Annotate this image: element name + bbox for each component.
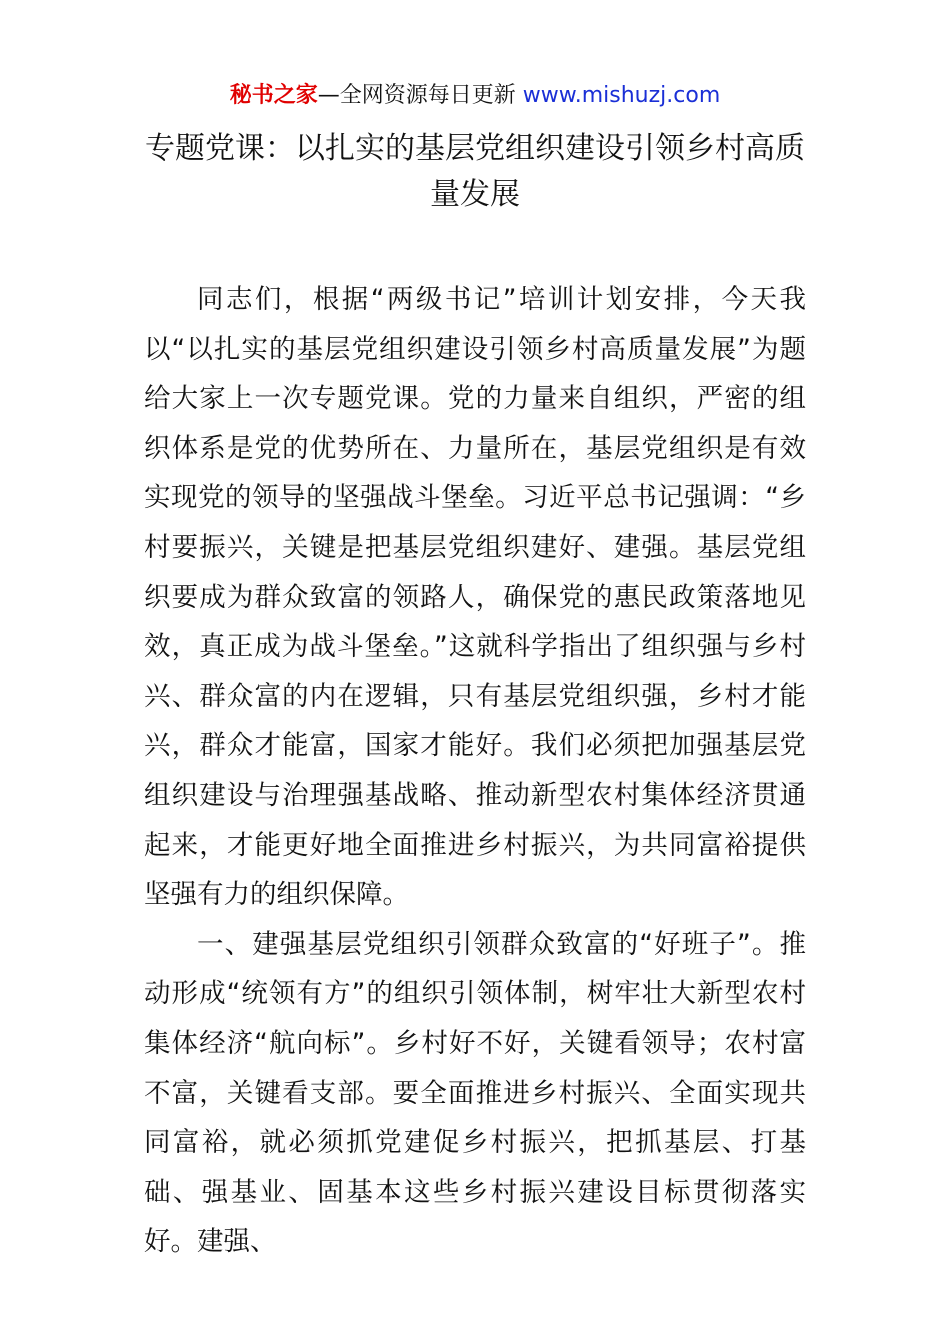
paragraph-section-one: 一、建强基层党组织引领群众致富的“好班子”。推动形成“统领有方”的组织引领体制，树牢壮大新型农村集体经济“航向标”。乡村好不好，关键看领导；农村富不富，关键看支部。要全面推进乡村振兴、全面实现共同富裕，就必须抓党建促乡村振兴，把抓基层、打基础、强基业、固基本这些乡村振兴建设目标贯彻落实好。建强、 xyxy=(144,928,806,1258)
brand-name: 秘书之家 xyxy=(229,83,318,108)
page-title: 专题党课：以扎实的基层党组织建设引领乡村高质量发展 xyxy=(145,131,805,212)
site-header xyxy=(0,80,950,112)
document-body xyxy=(144,275,806,1267)
header-tagline: —全网资源每日更新 xyxy=(317,83,523,108)
paragraph-intro: 同志们，根据“两级书记”培训计划安排，今天我以“以扎实的基层党组织建设引领乡村高质量发展”为题给大家上一次专题党课。党的力量来自组织，严密的组织体系是党的优势所在、力量所在，基层党组织是有效实现党的领导的坚强战斗堡垒。习近平总书记强调：“乡村要振兴，关键是把基层党组织建好、建强。基层党组织要成为群众致富的领路人，确保党的惠民政策落地见效，真正成为战斗堡垒。”这就科学指出了组织强与乡村兴、群众富的内在逻辑，只有基层党组织强，乡村才能兴，群众才能富，国家才能好。我们必须把加强基层党组织建设与治理强基战略、推动新型农村集体经济贯通起来，才能更好地全面推进乡村振兴，为共同富裕提供坚强有力的组织保障。 xyxy=(144,284,806,911)
site-url[interactable]: www.mishuzj.com xyxy=(522,83,721,108)
